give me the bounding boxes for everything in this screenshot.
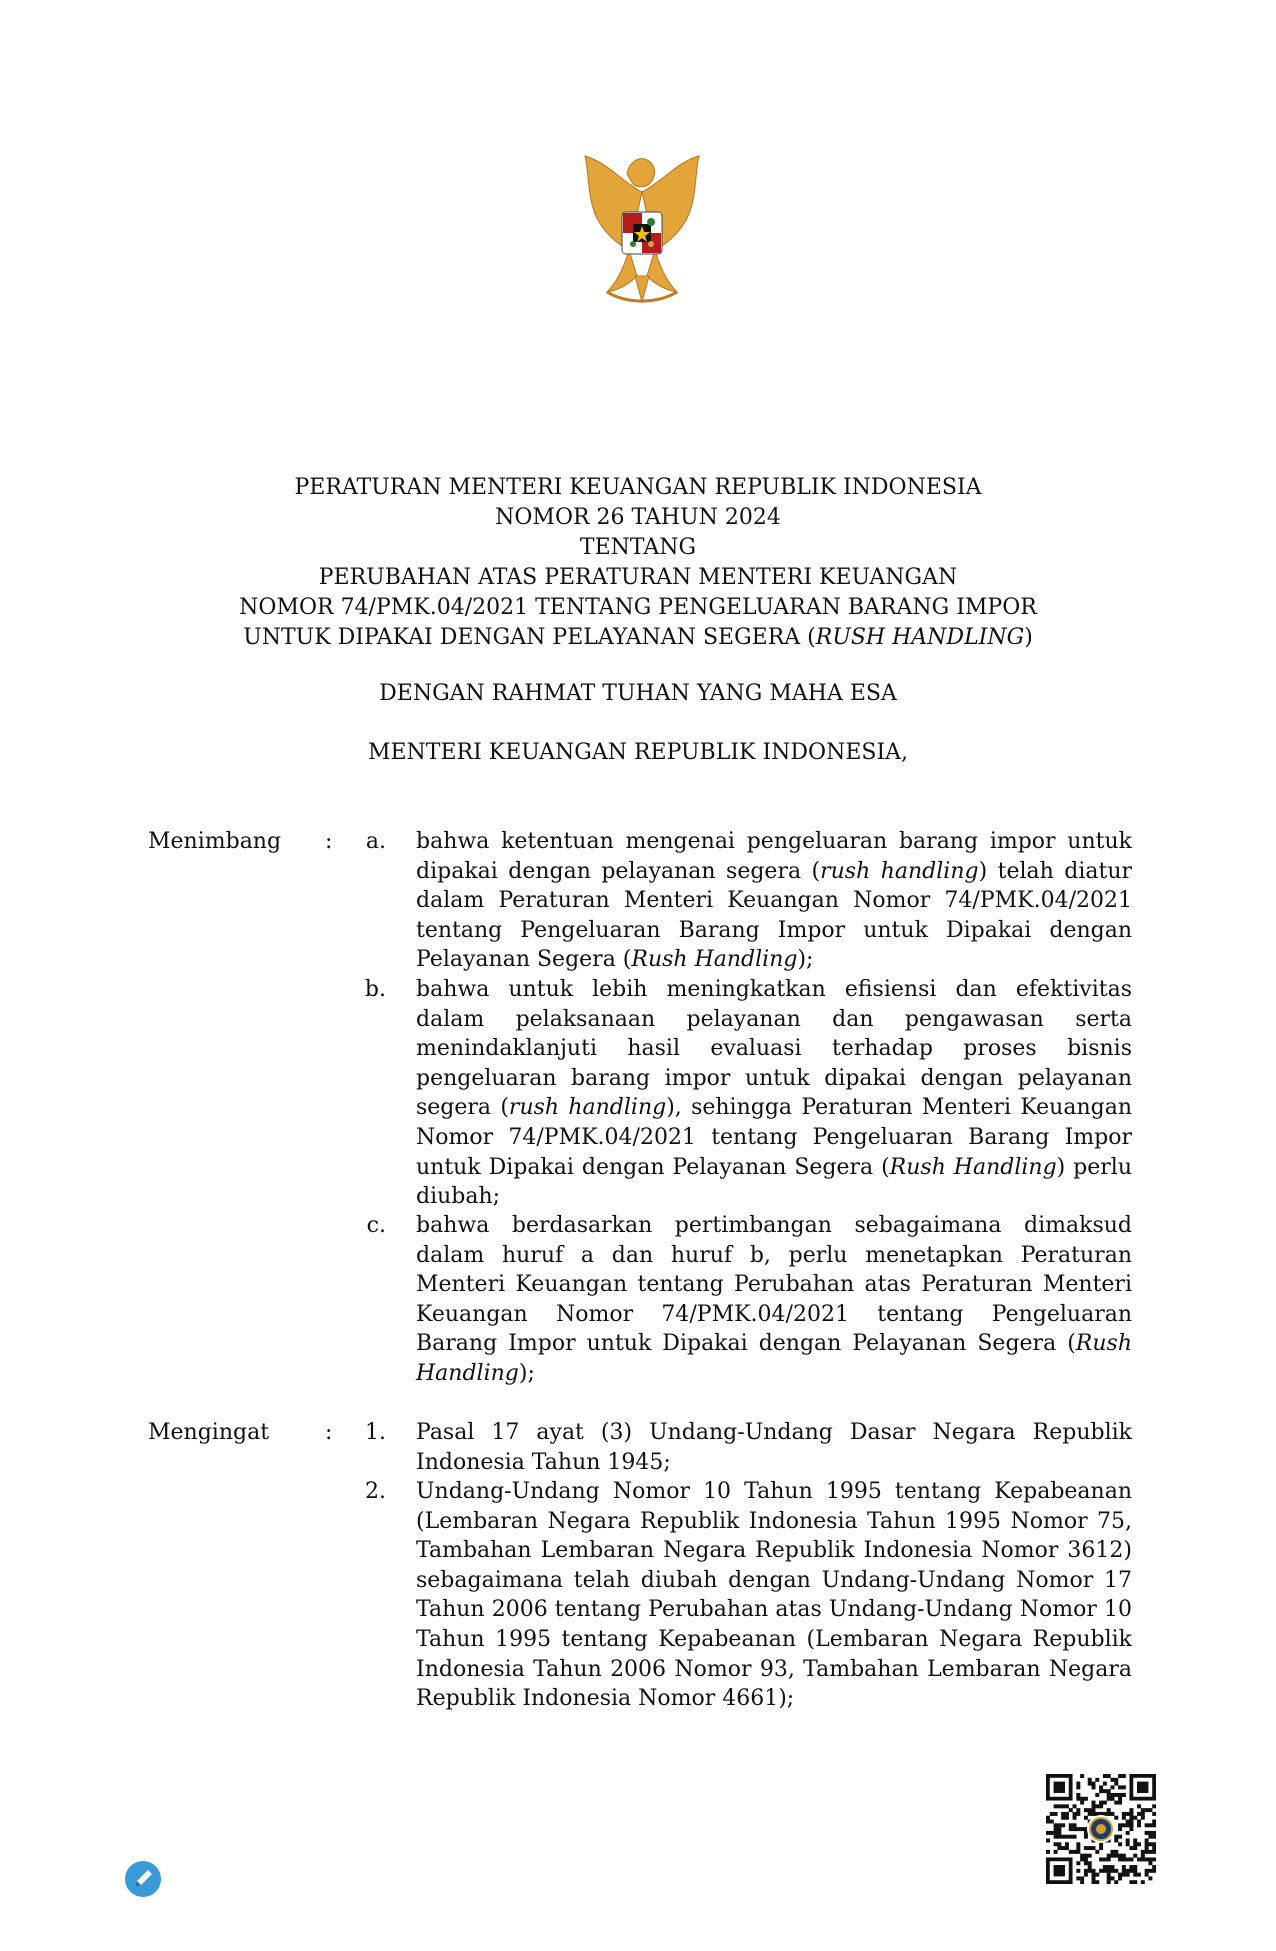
item-marker: c.	[366, 1213, 386, 1238]
mengingat-item-1	[346, 1418, 1132, 1477]
pen-icon[interactable]	[124, 1860, 162, 1898]
item-text: Pasal 17 ayat (3) Undang-Undang Dasar Negara Republik Indonesia Tahun 1945;	[416, 1420, 1132, 1475]
menimbang-item-a	[346, 827, 1132, 975]
title-line: UNTUK DIPAKAI DENGAN PELAYANAN SEGERA (RUSH HANDLING)	[243, 625, 1033, 650]
title-line: NOMOR 26 TAHUN 2024	[495, 505, 781, 530]
mengingat-label: Mengingat	[148, 1420, 270, 1445]
menimbang-colon: :	[325, 829, 333, 854]
item-text: bahwa untuk lebih meningkatkan efisiensi dan efektivitas dalam pelaksanaan pelayanan dan pengawasan serta menindaklanjuti hasil evaluasi terhadap proses bisnis pengeluaran barang impor untuk dipakai dengan pelayanan segera (rush handling), sehingga Peraturan Menteri Keuangan Nomor 74/PMK.04/2021 tentang Pengeluaran Barang Impor untuk Dipakai dengan Pelayanan Segera (Rush Handling) perlu diubah;	[416, 977, 1133, 1210]
regulation-title	[0, 473, 1276, 653]
item-marker: a.	[365, 829, 386, 854]
menimbang-label: Menimbang	[148, 829, 282, 854]
invocation: DENGAN RAHMAT TUHAN YANG MAHA ESA	[379, 681, 897, 706]
qr-code-icon[interactable]	[1046, 1774, 1156, 1884]
item-marker: 1.	[365, 1420, 386, 1445]
title-line: TENTANG	[579, 535, 697, 560]
item-marker: 2.	[365, 1479, 386, 1504]
menimbang-item-b	[346, 975, 1132, 1212]
item-marker: b.	[364, 977, 386, 1002]
mengingat-item-2	[346, 1477, 1132, 1714]
title-line: PERATURAN MENTERI KEUANGAN REPUBLIK INDONESIA	[294, 475, 982, 500]
mengingat-colon: :	[325, 1420, 333, 1445]
item-text: bahwa ketentuan mengenai pengeluaran barang impor untuk dipakai dengan pelayanan segera (rush handling) telah diatur dalam Peraturan Menteri Keuangan Nomor 74/PMK.04/2021 tentang Pengeluaran Barang Impor untuk Dipakai dengan Pelayanan Segera (Rush Handling);	[416, 829, 1133, 973]
garuda-emblem-icon	[567, 152, 717, 310]
title-line: PERUBAHAN ATAS PERATURAN MENTERI KEUANGAN	[318, 565, 958, 590]
issuer: MENTERI KEUANGAN REPUBLIK INDONESIA,	[367, 740, 909, 765]
title-line: NOMOR 74/PMK.04/2021 TENTANG PENGELUARAN BARANG IMPOR	[239, 595, 1037, 620]
item-text: Undang-Undang Nomor 10 Tahun 1995 tentang Kepabeanan (Lembaran Negara Republik Indonesia Tahun 1995 Nomor 75, Tambahan Lembaran Negara Republik Indonesia Nomor 3612) sebagaimana telah diubah dengan Undang-Undang Nomor 17 Tahun 2006 tentang Perubahan atas Undang-Undang Nomor 10 Tahun 1995 tentang Kepabeanan (Lembaran Negara Republik Indonesia Tahun 2006 Nomor 93, Tambahan Lembaran Negara Republik Indonesia Nomor 4661);	[416, 1479, 1132, 1712]
item-text: bahwa berdasarkan pertimbangan sebagaimana dimaksud dalam huruf a dan huruf b, perlu menetapkan Peraturan Menteri Keuangan tentang Perubahan atas Peraturan Menteri Keuangan Nomor 74/PMK.04/2021 tentang Pengeluaran Barang Impor untuk Dipakai dengan Pelayanan Segera (Rush Handling);	[416, 1213, 1132, 1386]
menimbang-item-c	[346, 1211, 1132, 1389]
